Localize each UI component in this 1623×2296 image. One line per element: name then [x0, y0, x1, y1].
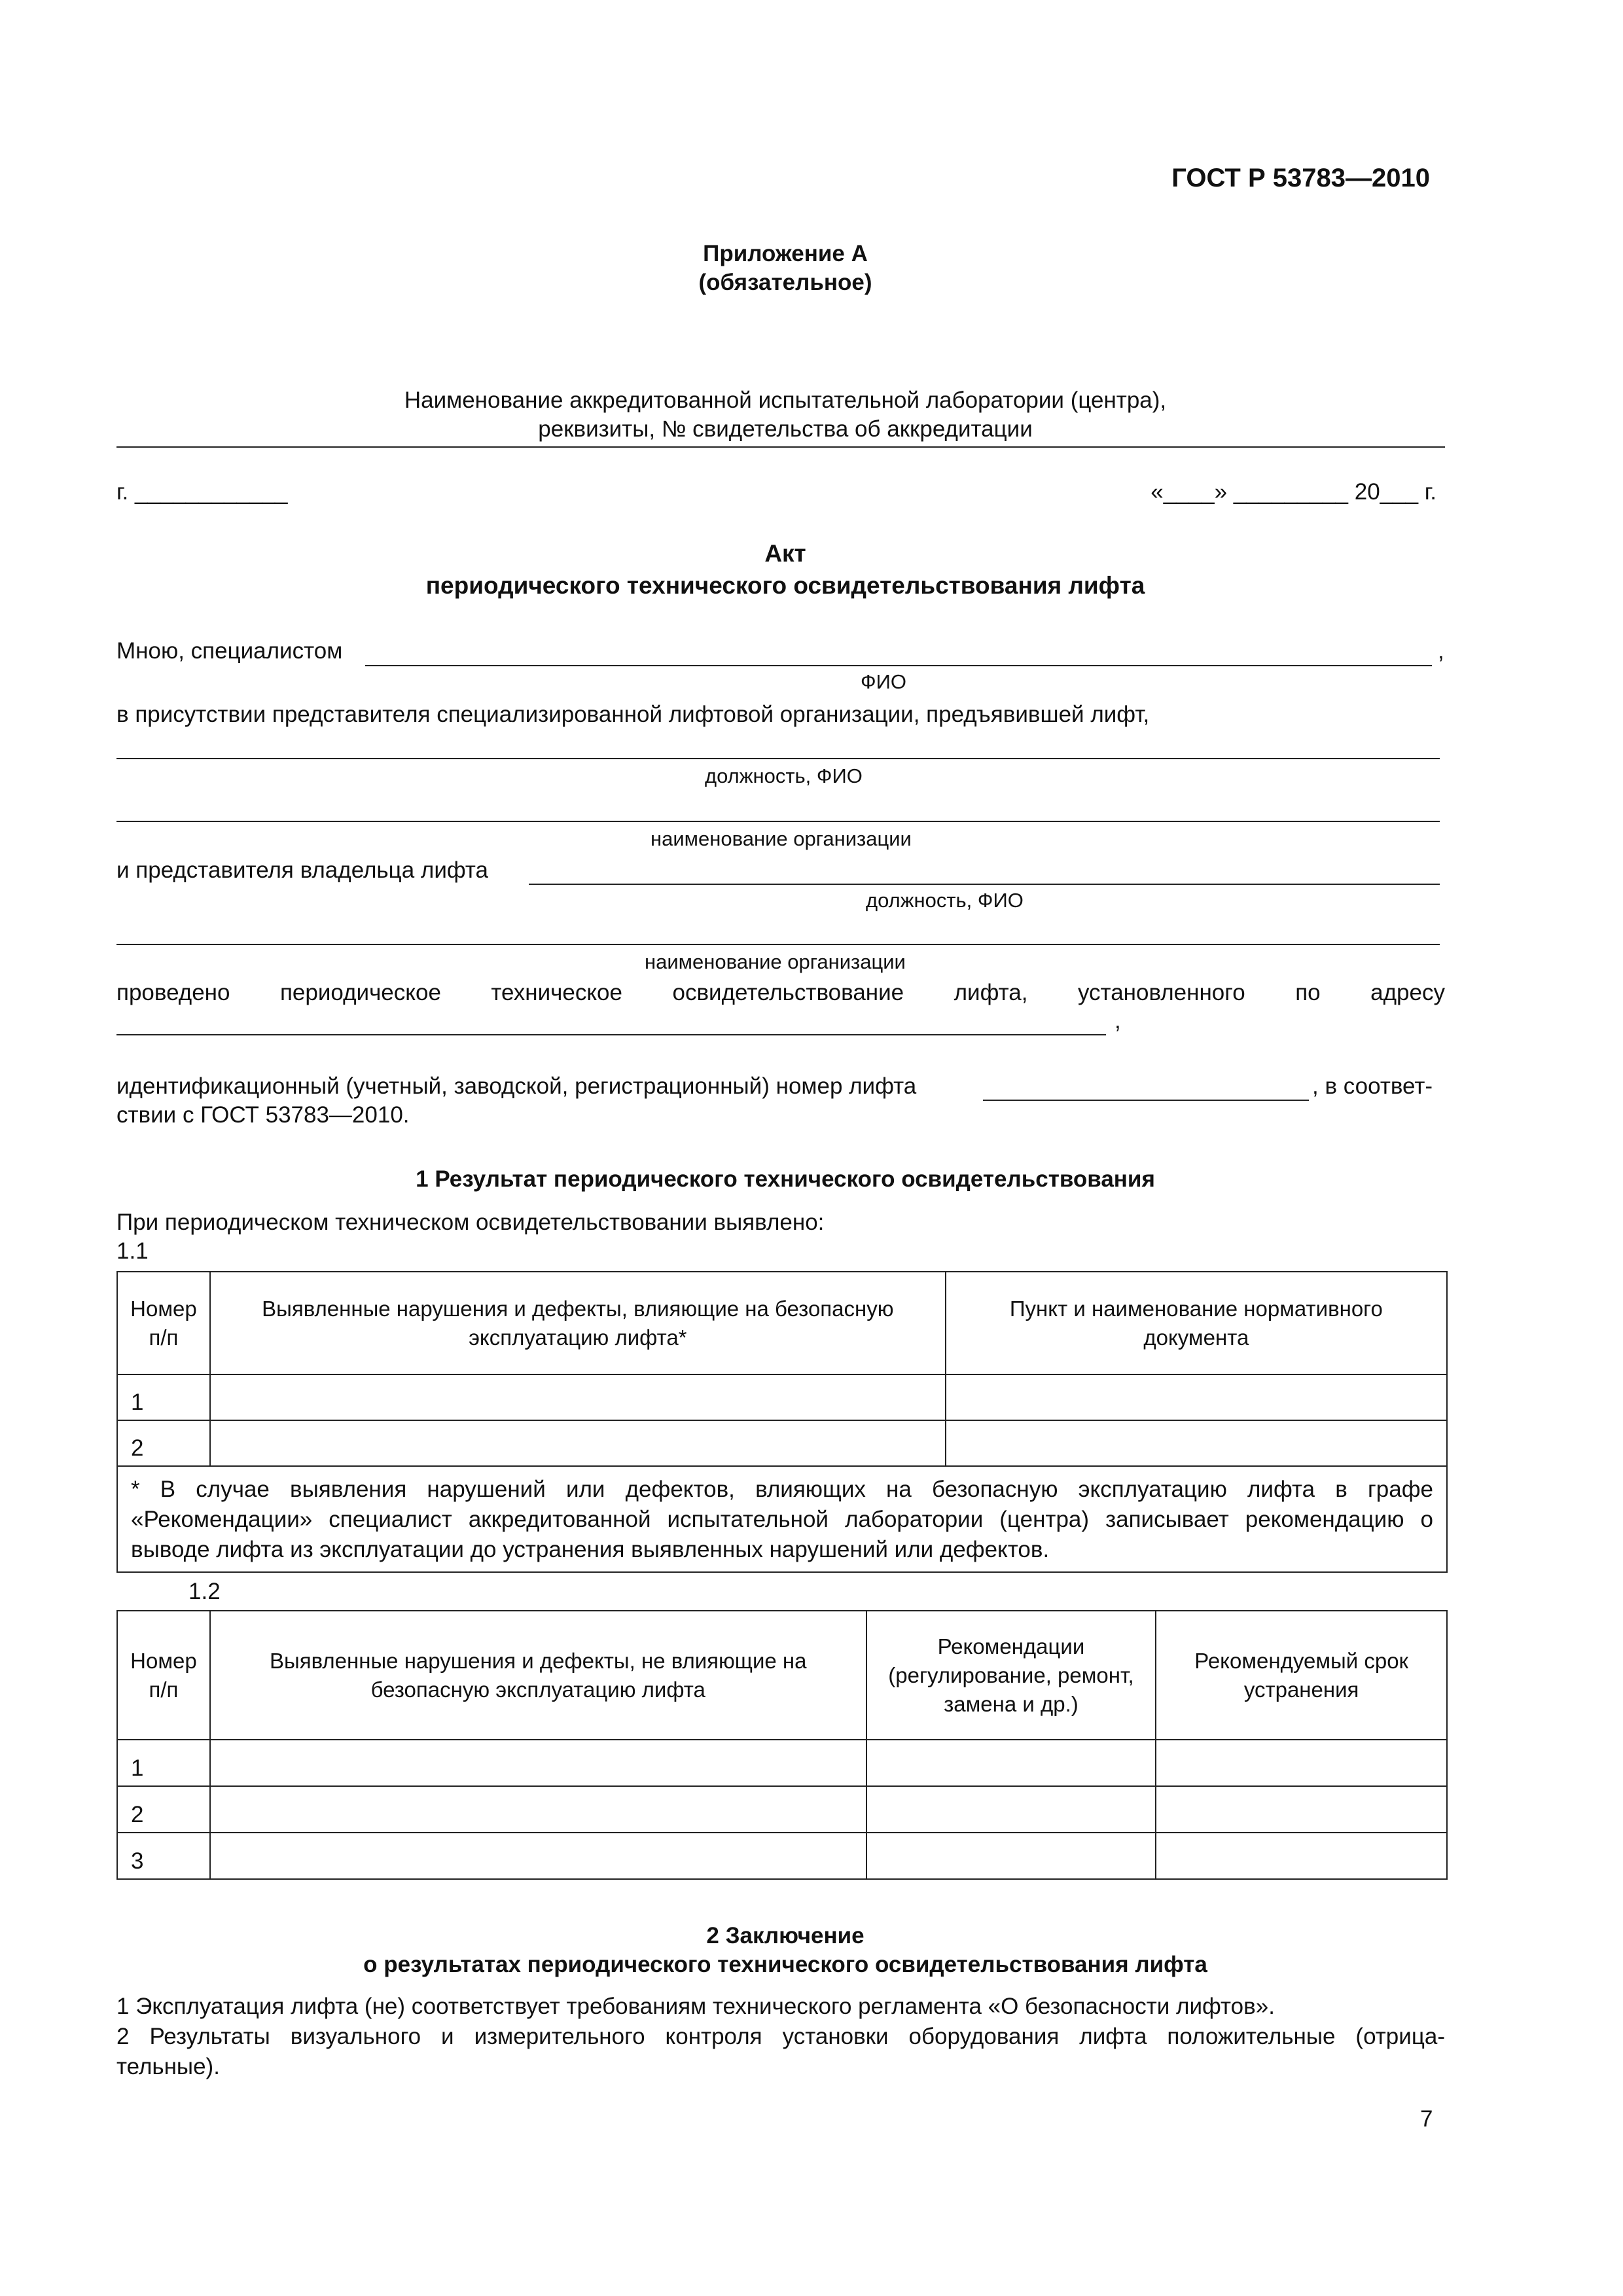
conducted-word: адресу	[1370, 980, 1445, 1005]
org-name-field[interactable]	[116, 821, 1440, 822]
conducted-word: периодическое	[279, 980, 441, 1005]
specialist-fio-field[interactable]	[365, 665, 1432, 666]
appendix-title: Приложение А	[703, 241, 868, 266]
owner-label: и представителя владельца лифта	[116, 857, 488, 883]
lab-name-line2: реквизиты, № свидетельства об аккредитации	[538, 416, 1033, 442]
header-number	[117, 1611, 210, 1740]
subsection-1-1: 1.1	[116, 1238, 149, 1264]
violation-cell[interactable]	[210, 1786, 866, 1833]
table-row	[117, 1740, 1447, 1786]
conclusion-p2-line2: тельные).	[116, 2054, 220, 2079]
table-row	[117, 1833, 1447, 1879]
section1-title: 1 Результат периодического технического освидетельствования	[416, 1166, 1155, 1192]
header-deadline	[1156, 1611, 1447, 1740]
owner-org-name-field[interactable]	[116, 944, 1440, 945]
normative-cell[interactable]	[946, 1374, 1447, 1420]
violation-cell[interactable]	[210, 1740, 866, 1786]
header-recommendations-text: Рекомендации (регулирование, ремонт, замена и др.)	[888, 1634, 1134, 1716]
conducted-word: проведено	[116, 980, 230, 1005]
header-number-text: Номер п/п	[130, 1648, 197, 1702]
ident-text-tail: , в соответ-	[1312, 1073, 1433, 1099]
header-violations-text: Выявленные нарушения и дефекты, влияющие на безопасную эксплуатацию лифта*	[262, 1296, 894, 1350]
conducted-word: освидетельствование	[672, 980, 904, 1005]
section1-intro: При периодическом техническом освидетельствовании выявлено:	[116, 1210, 825, 1235]
ident-number-field[interactable]	[983, 1100, 1309, 1101]
standard-number: ГОСТ Р 53783—2010	[1171, 164, 1430, 192]
subsection-1-2: 1.2	[188, 1579, 221, 1604]
ident-text-line2: ствии с ГОСТ 53783—2010.	[116, 1102, 410, 1128]
header-normative	[946, 1272, 1447, 1374]
table-note-row	[117, 1466, 1447, 1572]
city-field[interactable]: г. ____________	[116, 479, 288, 505]
header-number-text: Номер п/п	[130, 1296, 197, 1350]
table-header-row	[117, 1272, 1447, 1374]
violation-cell[interactable]	[210, 1420, 946, 1466]
conducted-word: установленного	[1077, 980, 1245, 1005]
deadline-cell[interactable]	[1156, 1833, 1447, 1879]
row-number: 2	[117, 1420, 210, 1466]
table-row	[117, 1786, 1447, 1833]
violation-cell[interactable]	[210, 1374, 946, 1420]
table-row	[117, 1420, 1447, 1466]
row-number: 1	[117, 1374, 210, 1420]
conducted-word: техническое	[491, 980, 622, 1005]
normative-cell[interactable]	[946, 1420, 1447, 1466]
header-violations	[210, 1611, 866, 1740]
section2-subtitle: о результатах периодического технического освидетельствования лифта	[363, 1952, 1207, 1977]
position-fio-caption: должность, ФИО	[705, 764, 863, 787]
header-number	[117, 1272, 210, 1374]
conducted-line	[116, 980, 1445, 1006]
address-comma: ,	[1115, 1008, 1121, 1033]
owner-org-name-caption: наименование организации	[645, 950, 906, 973]
lab-name-line1: Наименование аккредитованной испытательной лаборатории (центра),	[404, 387, 1167, 413]
recommendation-cell[interactable]	[866, 1740, 1156, 1786]
appendix-status: (обязательное)	[698, 270, 872, 295]
header-recommendations	[866, 1611, 1156, 1740]
lab-underline	[116, 446, 1445, 448]
presence-text: в присутствии представителя специализированной лифтовой организации, предъявившей лифт,	[116, 702, 1150, 727]
row-number: 2	[117, 1786, 210, 1833]
table-1-2	[116, 1610, 1448, 1880]
act-title: Акт	[764, 540, 806, 567]
row-number: 1	[117, 1740, 210, 1786]
date-field[interactable]: «____» _________ 20___ г.	[1150, 479, 1436, 505]
conclusion-p1: 1 Эксплуатация лифта (не) соответствует требованиям технического регламента «О безопасности лифтов».	[116, 1994, 1275, 2019]
conducted-word: по	[1295, 980, 1321, 1005]
header-deadline-text: Рекомендуемый срок устранения	[1194, 1648, 1408, 1702]
row-number: 3	[117, 1833, 210, 1879]
position-fio-field[interactable]	[116, 758, 1440, 759]
comma: ,	[1438, 638, 1444, 664]
table-1-1	[116, 1271, 1448, 1573]
header-normative-text: Пункт и наименование нормативного документа	[1009, 1296, 1383, 1350]
deadline-cell[interactable]	[1156, 1786, 1447, 1833]
header-violations-text: Выявленные нарушения и дефекты, не влияющие на безопасную эксплуатацию лифта	[270, 1648, 807, 1702]
page-number: 7	[1420, 2106, 1433, 2132]
specialist-label: Мною, специалистом	[116, 638, 343, 664]
table-header-row	[117, 1611, 1447, 1740]
section2-title: 2 Заключение	[706, 1923, 865, 1948]
table-note: * В случае выявления нарушений или дефектов, влияющих на безопасную эксплуатацию лифта в графе «Рекомендации» специалист аккредитованной испытательной лаборатории (центра) записывает рекомендацию о выводе лифта из эксплуатации до устранения выявленных нарушений или дефектов.	[117, 1466, 1447, 1572]
deadline-cell[interactable]	[1156, 1740, 1447, 1786]
address-field[interactable]	[116, 1034, 1106, 1035]
act-subtitle: периодического технического освидетельствования лифта	[425, 572, 1145, 599]
owner-position-fio-caption: должность, ФИО	[866, 889, 1024, 912]
fio-caption: ФИО	[861, 670, 906, 693]
owner-position-fio-field[interactable]	[529, 884, 1440, 885]
org-name-caption: наименование организации	[651, 827, 912, 850]
ident-text: идентификационный (учетный, заводской, регистрационный) номер лифта	[116, 1073, 917, 1099]
table-row	[117, 1374, 1447, 1420]
conclusion-p2-line1: 2 Результаты визуального и измерительного контроля установки оборудования лифта положительные (отрица-	[116, 2024, 1445, 2049]
recommendation-cell[interactable]	[866, 1786, 1156, 1833]
violation-cell[interactable]	[210, 1833, 866, 1879]
recommendation-cell[interactable]	[866, 1833, 1156, 1879]
conducted-word: лифта,	[954, 980, 1028, 1005]
header-violations	[210, 1272, 946, 1374]
